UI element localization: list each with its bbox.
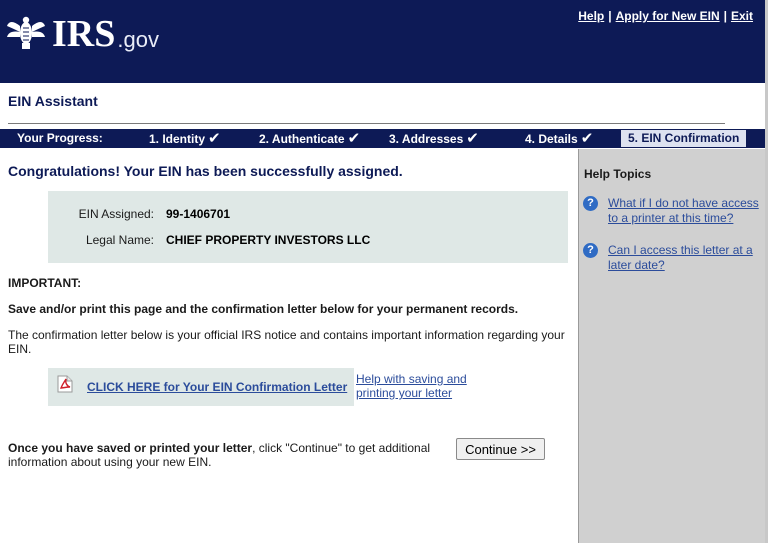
step-label: 3. Addresses [389, 132, 464, 146]
legal-name-row [48, 233, 370, 247]
legal-name-label: Legal Name: [85, 233, 154, 247]
step-label: 1. Identity [149, 132, 206, 146]
checkmark-icon: ✔ [208, 130, 221, 147]
ein-assigned-row [48, 207, 230, 221]
step-label: 2. Authenticate [259, 132, 345, 146]
ein-assigned-value: 99-1406701 [166, 207, 231, 221]
help-icon: ? [583, 196, 598, 211]
pdf-icon [57, 375, 73, 393]
important-heading: IMPORTANT: [8, 276, 82, 290]
progress-step-identity [149, 129, 221, 148]
ein-assigned-label: EIN Assigned: [78, 207, 154, 221]
help-icon: ? [583, 243, 598, 258]
help-topic-later-access-link[interactable]: Can I access this letter at a later date? [608, 243, 753, 272]
checkmark-icon: ✔ [347, 130, 361, 147]
irs-header [0, 0, 765, 83]
help-link[interactable]: Help [578, 9, 605, 23]
apply-new-ein-link[interactable]: Apply for New EIN [615, 9, 720, 23]
help-topics-title: Help Topics [584, 167, 652, 181]
congrats-heading: Congratulations! Your EIN has been successfully assigned. [8, 163, 403, 179]
step-label: 5. EIN Confirmation [628, 131, 740, 145]
continue-button[interactable]: Continue >> [456, 438, 545, 460]
eagle-icon [6, 16, 46, 52]
help-topic-no-printer-link[interactable]: What if I do not have access to a printer at this time? [608, 196, 759, 225]
progress-step-ein-confirmation [621, 130, 746, 147]
progress-bar [0, 129, 765, 148]
continue-instructions [8, 441, 448, 469]
link-separator: | [723, 9, 727, 23]
continue-instructions-rest: , click "Continue" to get additional information about using your new EIN. [8, 441, 431, 469]
ein-info-panel [48, 191, 568, 263]
legal-name-value: CHIEF PROPERTY INVESTORS LLC [166, 233, 371, 247]
help-topics-sidebar [578, 149, 765, 543]
progress-step-authenticate [259, 129, 360, 148]
step-label: 4. Details [525, 132, 578, 146]
help-saving-printing-link[interactable]: Help with saving and printing your letter [356, 372, 467, 400]
progress-label: Your Progress: [17, 131, 103, 145]
ein-confirmation-letter-link[interactable]: CLICK HERE for Your EIN Confirmation Letter [87, 380, 348, 394]
top-links [578, 9, 753, 23]
letter-link-panel [48, 368, 354, 406]
page-title: EIN Assistant [8, 93, 98, 109]
logo-irs-text: IRS [52, 13, 116, 55]
checkmark-icon: ✔ [580, 130, 594, 147]
confirmation-description: The confirmation letter below is your official IRS notice and contains important information regarding your EIN. [8, 328, 565, 356]
save-note: Save and/or print this page and the confirmation letter below for your permanent records. [8, 302, 519, 316]
logo-gov-text: .gov [117, 27, 159, 52]
checkmark-icon: ✔ [466, 130, 479, 147]
progress-step-addresses [389, 129, 479, 148]
progress-step-details [525, 129, 593, 148]
irs-logo[interactable] [6, 14, 159, 54]
exit-link[interactable]: Exit [730, 9, 753, 23]
help-topic-item[interactable] [583, 196, 763, 226]
help-topic-item[interactable] [583, 243, 763, 273]
title-divider [8, 123, 725, 124]
link-separator: | [608, 9, 612, 23]
continue-instructions-bold: Once you have saved or printed your letter [8, 441, 253, 455]
